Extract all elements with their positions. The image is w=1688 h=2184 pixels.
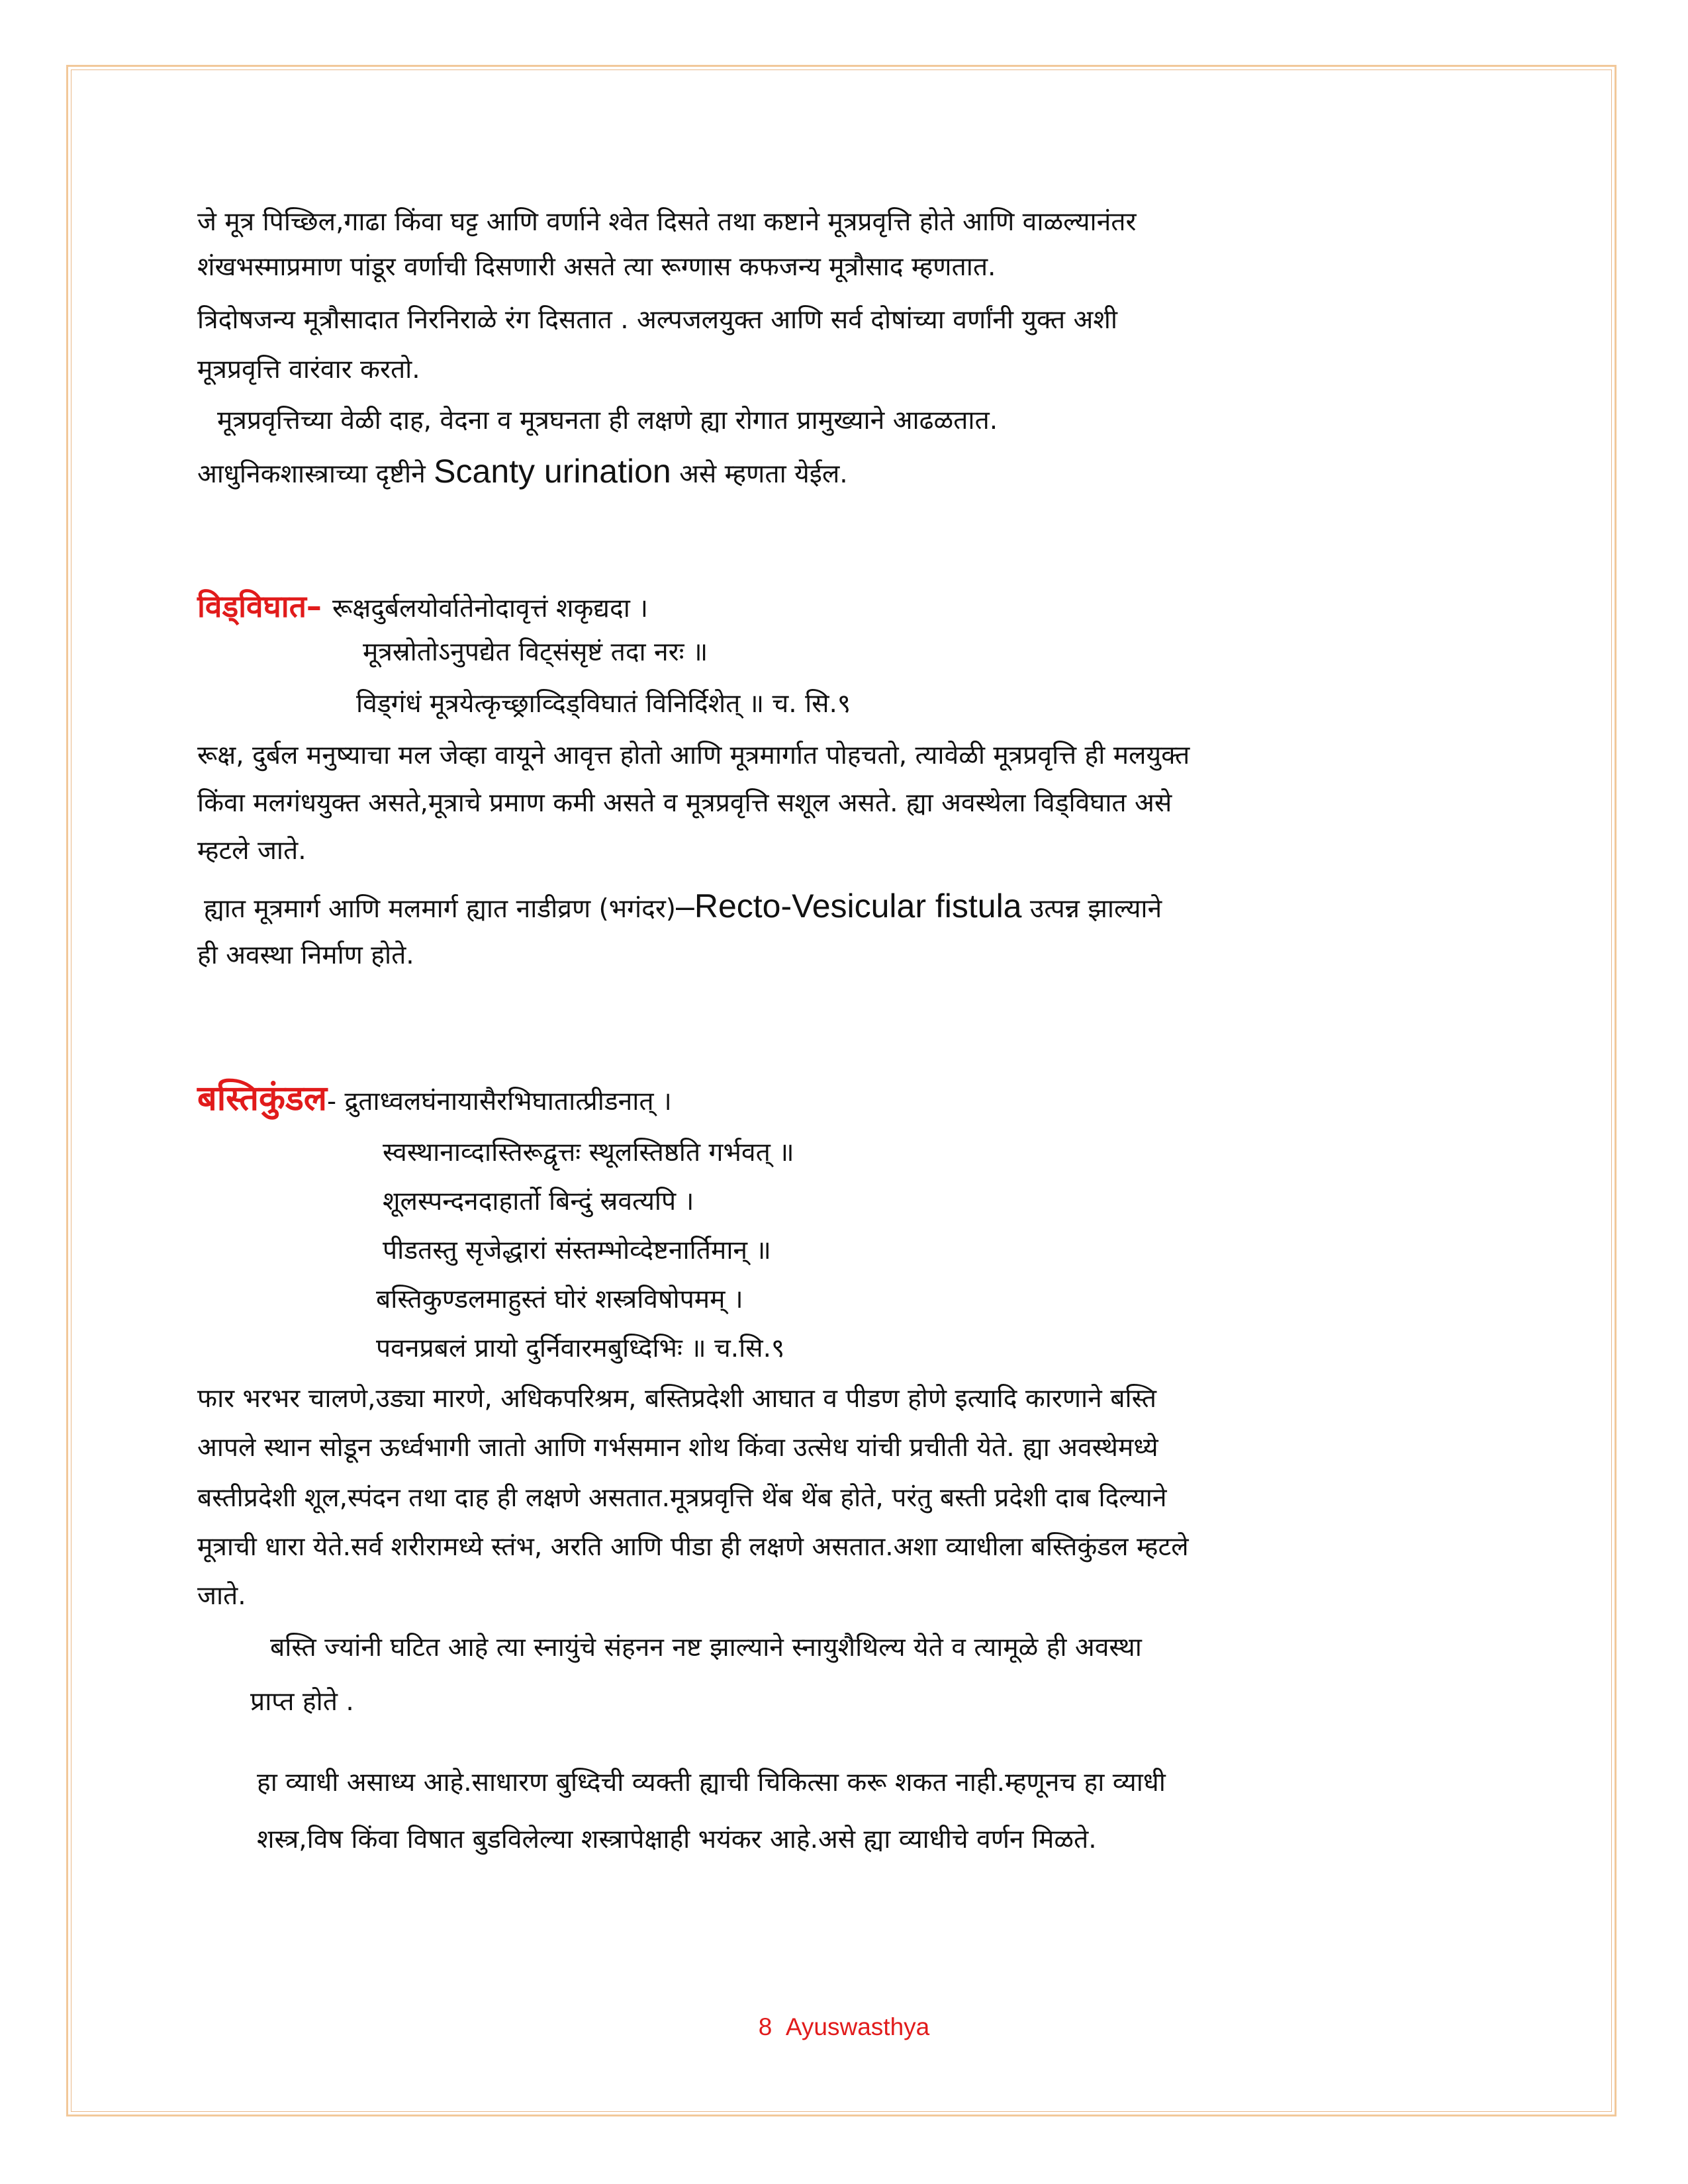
section-heading: विड्विघात [197,588,306,624]
verse-line: स्वस्थानाव्दास्तिरूद्वृत्तः स्थूलस्तिष्ठति गर्भवत् ॥ [383,1138,794,1167]
text-line-mixed [204,887,1162,925]
heading-dash: – [306,588,332,624]
verse-line: विड्गंधं मूत्रयेत्कृच्छ्राव्दिड्विघातं विनिर्दिशेत् ॥ च. सि.९ [356,689,851,719]
text-line: बस्ति ज्यांनी घटित आहे त्या स्नायुंचे संहनन नष्ट झाल्याने स्नायुशैथिल्य येते व त्यामूळे ही अवस्था [270,1633,1142,1662]
verse-line: पवनप्रबलं प्रायो दुर्निवारमबुध्दिभिः ॥ च.सि.९ [376,1334,785,1363]
section-heading-line [197,590,648,625]
english-term: Scanty urination [434,453,671,490]
text-line: किंवा मलगंधयुक्त असते,मूत्राचे प्रमाण कमी असते व मूत्रप्रवृत्ति सशूल असते. ह्या अवस्थेला विड्विघात असे [197,788,1172,818]
heading-dash: - [327,1087,345,1116]
text-line: प्राप्त होते . [250,1687,354,1717]
verse-line: शूलस्पन्दनदाहार्तो बिन्दुं स्रवत्यपि । [383,1187,694,1216]
text-line: बस्तीप्रदेशी शूल,स्पंदन तथा दाह ही लक्षणे असतात.मूत्रप्रवृत्ति थेंब थेंब होते, परंतु बस्ती प्रदेशी दाब दिल्याने [197,1483,1167,1513]
text-line: आपले स्थान सोडून ऊर्ध्वभागी जातो आणि गर्भसमान शोथ किंवा उत्सेध यांची प्रचीती येते. ह्या अवस्थेमध्ये [197,1433,1158,1463]
text-line: मूत्राची धारा येते.सर्व शरीरामध्ये स्तंभ, अरति आणि पीडा ही लक्षणे असतात.अशा व्याधीला बस्तिकुंडल म्हटले [197,1532,1189,1562]
verse-line: पीडतस्तु सृजेद्धारां संस्तम्भोव्देष्टनार्तिमान् ॥ [383,1236,771,1265]
text-line: त्रिदोषजन्य मूत्रौसादात निरनिराळे रंग दिसतात . अल्पजलयुक्त आणि सर्व दोषांच्या वर्णांनी युक्त अशी [197,305,1117,335]
text-segment: उत्पन्न झाल्याने [1021,894,1162,924]
footer-title: Ayuswasthya [785,2013,930,2040]
text-line-mixed [197,455,848,490]
text-line: शंखभस्माप्रमाण पांडूर वर्णाची दिसणारी असते त्या रूग्णास कफजन्य मूत्रौसाद म्हणतात. [197,252,996,282]
text-line: फार भरभर चालणे,उड्या मारणे, अधिकपरिश्रम, बस्तिप्रदेशी आघात व पीडण होणे इत्यादि कारणाने बस्ति [197,1384,1156,1414]
page-number: 8 [758,2013,773,2040]
text-segment: ह्यात मूत्रमार्ग आणि मलमार्ग ह्यात नाडीव्रण (भगंदर) [204,894,677,924]
text-line: जाते. [197,1581,246,1611]
verse-line: बस्तिकुण्डलमाहुस्तं घोरं शस्त्रविषोपमम् । [376,1285,743,1314]
text-line: ही अवस्था निर्माण होते. [197,940,414,970]
text-line: म्हटले जाते. [197,836,306,866]
text-line: शस्त्र,विष किंवा विषात बुडविलेल्या शस्त्रापेक्षाही भयंकर आहे.असे ह्या व्याधीचे वर्णन मिळते. [257,1825,1097,1854]
text-line: मूत्रप्रवृत्तिच्या वेळी दाह, वेदना व मूत्रघनता ही लक्षणे ह्या रोगात प्रामुख्याने आढळतात. [217,406,998,435]
verse-line: मूत्रस्रोतोऽनुपद्येत विट्संसृष्टं तदा नरः ॥ [363,637,708,667]
section-heading: बस्तिकुंडल [197,1079,328,1118]
text-line: रूक्ष, दुर्बल मनुष्याचा मल जेव्हा वायूने आवृत्त होतो आणि मूत्रमार्गात पोहचतो, त्यावेळी मूत्रप्रवृत्ति ही मलयुक्त [197,741,1190,770]
page-footer [0,2013,1688,2041]
text-line: मूत्रप्रवृत्ति वारंवार करतो. [197,355,420,385]
verse-line: द्रुताध्वलघंनायासैरभिघातात्प्रीडनात् । [344,1087,672,1116]
text-line: हा व्याधी असाध्य आहे.साधारण बुध्दिची व्यक्ती ह्याची चिकित्सा करू शकत नाही.म्हणूनच हा व्याधी [257,1768,1166,1797]
section-heading-line [197,1079,672,1118]
text-segment: आधुनिकशास्त्राच्या दृष्टीने [197,459,434,489]
verse-line: रूक्षदुर्बलयोर्वातेनोदावृत्तं शकृद्यदा । [332,594,648,623]
english-term: –Recto-Vesicular fistula [676,887,1022,925]
text-line: जे मूत्र पिच्छिल,गाढा किंवा घट्ट आणि वर्णाने श्वेत दिसते तथा कष्टाने मूत्रप्रवृत्ति होते आणि वाळल्यानंतर [197,207,1137,237]
text-segment: असे म्हणता येईल. [671,459,848,489]
